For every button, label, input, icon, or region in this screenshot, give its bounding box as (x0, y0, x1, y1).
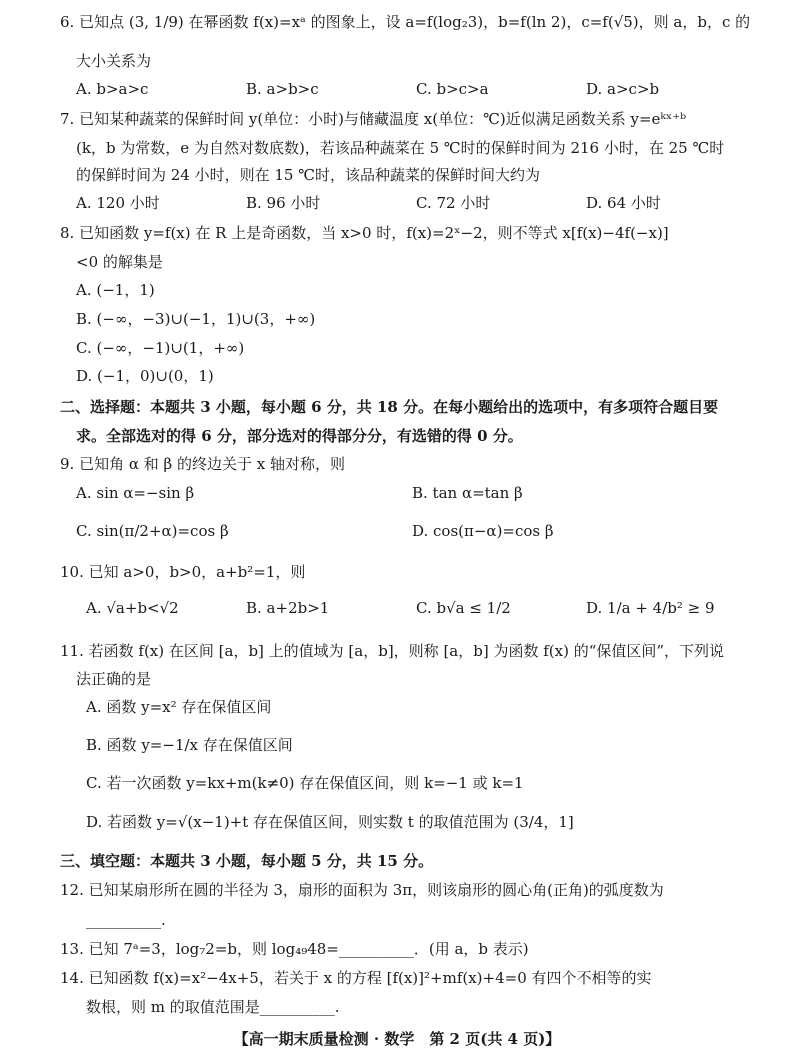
q6-option-a: A. b>a>c (76, 80, 149, 98)
q10-option-a: A. √a+b<√2 (86, 599, 179, 617)
question-13-line-1: 13. 已知 7ᵃ=3，log₇2=b，则 log₄₉48=__________．(用 a，b 表示) (60, 940, 529, 958)
q6-option-c: C. b>c>a (416, 80, 489, 98)
q9-option-c: C. sin(π/2+α)=cos β (76, 522, 229, 540)
page-footer: 【高一期末质量检测 · 数学 第 2 页(共 4 页)】 (233, 1030, 561, 1048)
q11-option-a: A. 函数 y=x² 存在保值区间 (86, 698, 272, 716)
q7-option-c: C. 72 小时 (416, 194, 491, 212)
q10-option-b: B. a+2b>1 (246, 599, 330, 617)
q10-option-c: C. b√a ≤ 1/2 (416, 599, 511, 617)
q8-option-b: B. (−∞，−3)∪(−1，1)∪(3，+∞) (76, 310, 316, 328)
q11-option-b: B. 函数 y=−1/x 存在保值区间 (86, 736, 293, 754)
question-12-line-1: 12. 已知某扇形所在圆的半径为 3，扇形的面积为 3π，则该扇形的圆心角(正角)的弧度数为 (60, 881, 664, 899)
q6-option-b: B. a>b>c (246, 80, 319, 98)
question-9-stem: 9. 已知角 α 和 β 的终边关于 x 轴对称，则 (60, 455, 345, 473)
question-7-line-3: 的保鲜时间为 24 小时，则在 15 ℃时，该品种蔬菜的保鲜时间大约为 (76, 166, 541, 184)
q10-option-d: D. 1/a + 4/b² ≥ 9 (586, 599, 715, 617)
question-8-line-2: <0 的解集是 (76, 253, 163, 271)
q8-option-d: D. (−1，0)∪(0，1) (76, 367, 214, 385)
q6-option-d: D. a>c>b (586, 80, 660, 98)
q11-option-c: C. 若一次函数 y=kx+m(k≠0) 存在保值区间，则 k=−1 或 k=1 (86, 774, 524, 792)
q8-option-a: A. (−1，1) (76, 281, 155, 299)
question-14-line-1: 14. 已知函数 f(x)=x²−4x+5，若关于 x 的方程 [f(x)]²+mf(x)+4=0 有四个不相等的实 (60, 969, 652, 987)
question-10-stem: 10. 已知 a>0，b>0，a+b²=1，则 (60, 563, 306, 581)
section-2-instructions: 求。全部选对的得 6 分，部分选对的得部分分，有选错的得 0 分。 (76, 427, 523, 445)
q11-option-d: D. 若函数 y=√(x−1)+t 存在保值区间，则实数 t 的取值范围为 (3/4，1] (86, 813, 574, 831)
question-7-line-1: 7. 已知某种蔬菜的保鲜时间 y(单位：小时)与储藏温度 x(单位：℃)近似满足函数关系 y=eᵏˣ⁺ᵇ (60, 110, 687, 128)
q9-option-a: A. sin α=−sin β (76, 484, 195, 502)
question-7-line-2: (k，b 为常数，e 为自然对数底数)，若该品种蔬菜在 5 ℃时的保鲜时间为 216 小时，在 25 ℃时 (76, 139, 725, 157)
q7-option-b: B. 96 小时 (246, 194, 321, 212)
q7-option-d: D. 64 小时 (586, 194, 661, 212)
question-12-line-2: __________. (86, 911, 166, 929)
q9-option-b: B. tan α=tan β (412, 484, 523, 502)
question-8-line-1: 8. 已知函数 y=f(x) 在 R 上是奇函数，当 x>0 时，f(x)=2ˣ−2，则不等式 x[f(x)−4f(−x)] (60, 224, 669, 242)
question-11-line-2: 法正确的是 (76, 670, 152, 688)
section-3-heading: 三、填空题：本题共 3 小题，每小题 5 分，共 15 分。 (60, 852, 434, 870)
question-6-line-2: 大小关系为 (76, 52, 152, 70)
question-6-line-1: 6. 已知点 (3, 1/9) 在幂函数 f(x)=xᵃ 的图象上，设 a=f(log₂3)，b=f(ln 2)，c=f(√5)，则 a，b，c 的 (60, 13, 751, 31)
q8-option-c: C. (−∞，−1)∪(1，+∞) (76, 339, 245, 357)
section-2-heading: 二、选择题：本题共 3 小题，每小题 6 分，共 18 分。在每小题给出的选项中，有多项符合题目要 (60, 398, 719, 416)
question-11-line-1: 11. 若函数 f(x) 在区间 [a，b] 上的值域为 [a，b]，则称 [a，b] 为函数 f(x) 的“保值区间”，下列说 (60, 642, 725, 660)
question-14-line-2: 数根，则 m 的取值范围是__________. (86, 998, 340, 1016)
q9-option-d: D. cos(π−α)=cos β (412, 522, 554, 540)
q7-option-a: A. 120 小时 (76, 194, 160, 212)
